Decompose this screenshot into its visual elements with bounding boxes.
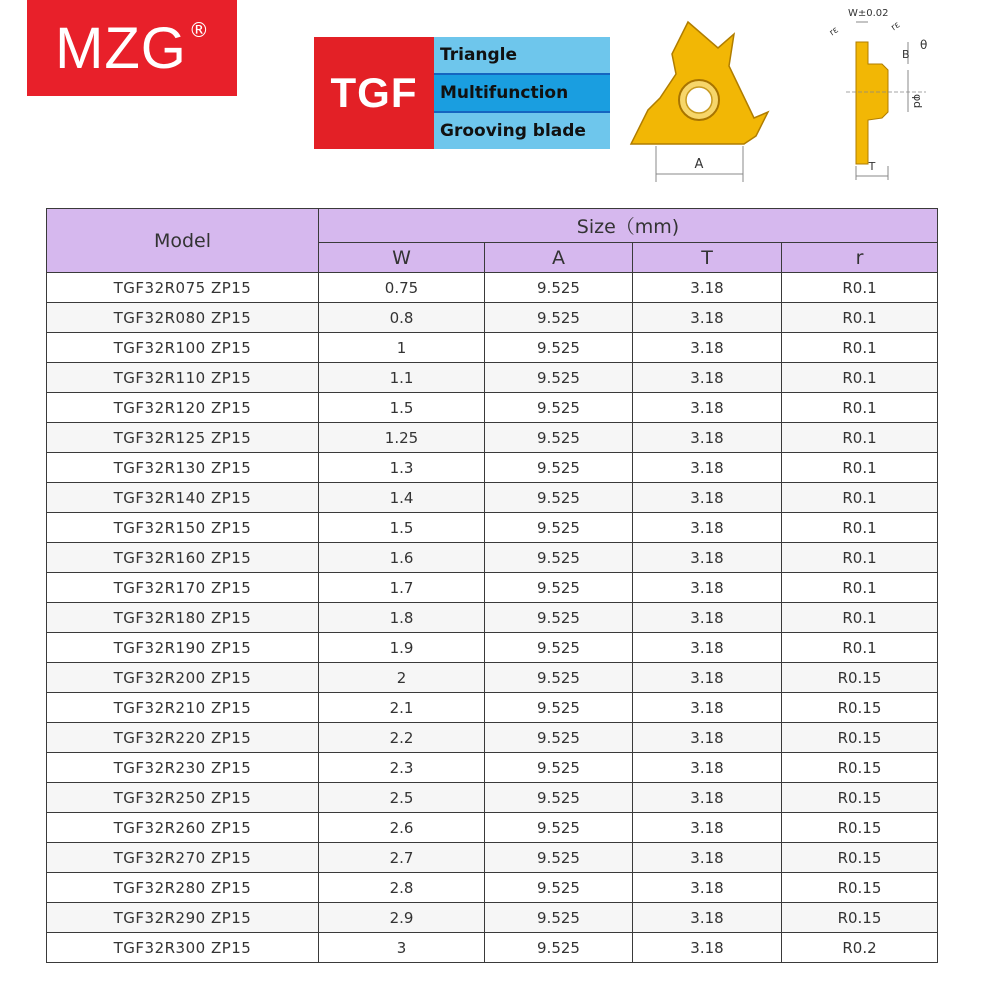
a-cell: 9.525 xyxy=(485,363,633,393)
t-cell: 3.18 xyxy=(633,513,782,543)
t-cell: 3.18 xyxy=(633,753,782,783)
model-cell: TGF32R180 ZP15 xyxy=(47,603,319,633)
a-cell: 9.525 xyxy=(485,273,633,303)
t-cell: 3.18 xyxy=(633,573,782,603)
model-cell: TGF32R230 ZP15 xyxy=(47,753,319,783)
r-cell: R0.1 xyxy=(782,303,938,333)
table-row xyxy=(47,603,938,633)
w-cell: 1.8 xyxy=(319,603,485,633)
a-cell: 9.525 xyxy=(485,753,633,783)
t-cell: 3.18 xyxy=(633,903,782,933)
r-cell: R0.1 xyxy=(782,333,938,363)
t-cell: 3.18 xyxy=(633,843,782,873)
model-cell: TGF32R130 ZP15 xyxy=(47,453,319,483)
model-cell: TGF32R300 ZP15 xyxy=(47,933,319,963)
w-cell: 1.5 xyxy=(319,393,485,423)
t-cell: 3.18 xyxy=(633,543,782,573)
t-cell: 3.18 xyxy=(633,813,782,843)
a-cell: 9.525 xyxy=(485,663,633,693)
r-cell: R0.15 xyxy=(782,663,938,693)
table-row xyxy=(47,303,938,333)
table-row xyxy=(47,453,938,483)
badge-code: TGF xyxy=(314,37,434,149)
spec-table xyxy=(46,208,938,963)
model-cell: TGF32R140 ZP15 xyxy=(47,483,319,513)
model-cell: TGF32R120 ZP15 xyxy=(47,393,319,423)
model-cell: TGF32R220 ZP15 xyxy=(47,723,319,753)
r-cell: R0.1 xyxy=(782,453,938,483)
model-cell: TGF32R260 ZP15 xyxy=(47,813,319,843)
t-cell: 3.18 xyxy=(633,303,782,333)
badge-line-2: Multifunction xyxy=(434,75,610,113)
a-cell: 9.525 xyxy=(485,903,633,933)
a-cell: 9.525 xyxy=(485,483,633,513)
w-cell: 2.3 xyxy=(319,753,485,783)
r-cell: R0.15 xyxy=(782,903,938,933)
t-cell: 3.18 xyxy=(633,483,782,513)
w-cell: 3 xyxy=(319,933,485,963)
w-cell: 0.75 xyxy=(319,273,485,303)
r-cell: R0.15 xyxy=(782,783,938,813)
t-cell: 3.18 xyxy=(633,333,782,363)
r-cell: R0.1 xyxy=(782,543,938,573)
a-header: A xyxy=(485,243,633,273)
w-cell: 2 xyxy=(319,663,485,693)
t-cell: 3.18 xyxy=(633,873,782,903)
model-cell: TGF32R080 ZP15 xyxy=(47,303,319,333)
r-cell: R0.15 xyxy=(782,843,938,873)
a-cell: 9.525 xyxy=(485,783,633,813)
r-cell: R0.15 xyxy=(782,813,938,843)
table-row xyxy=(47,783,938,813)
r-cell: R0.1 xyxy=(782,393,938,423)
a-cell: 9.525 xyxy=(485,393,633,423)
model-cell: TGF32R150 ZP15 xyxy=(47,513,319,543)
brand-logo xyxy=(27,0,237,96)
r-cell: R0.1 xyxy=(782,573,938,603)
model-cell: TGF32R190 ZP15 xyxy=(47,633,319,663)
model-cell: TGF32R250 ZP15 xyxy=(47,783,319,813)
w-cell: 2.2 xyxy=(319,723,485,753)
table-row xyxy=(47,363,938,393)
t-cell: 3.18 xyxy=(633,633,782,663)
table-row xyxy=(47,423,938,453)
model-cell: TGF32R100 ZP15 xyxy=(47,333,319,363)
t-cell: 3.18 xyxy=(633,423,782,453)
w-cell: 2.8 xyxy=(319,873,485,903)
product-type-badge xyxy=(314,37,610,149)
t-cell: 3.18 xyxy=(633,693,782,723)
r-cell: R0.1 xyxy=(782,483,938,513)
w-cell: 1.4 xyxy=(319,483,485,513)
dim-label-b: B xyxy=(902,48,910,61)
table-row xyxy=(47,873,938,903)
dim-label-w: W±0.02 xyxy=(848,8,889,19)
a-cell: 9.525 xyxy=(485,543,633,573)
model-cell: TGF32R280 ZP15 xyxy=(47,873,319,903)
w-header: W xyxy=(319,243,485,273)
model-cell: TGF32R290 ZP15 xyxy=(47,903,319,933)
a-cell: 9.525 xyxy=(485,303,633,333)
t-cell: 3.18 xyxy=(633,663,782,693)
w-cell: 2.9 xyxy=(319,903,485,933)
w-cell: 2.5 xyxy=(319,783,485,813)
table-row xyxy=(47,753,938,783)
dim-label-r-right: rε xyxy=(889,20,903,34)
w-cell: 2.1 xyxy=(319,693,485,723)
t-header: T xyxy=(633,243,782,273)
registered-mark: ® xyxy=(188,18,209,42)
w-cell: 1.25 xyxy=(319,423,485,453)
blade-profile xyxy=(856,42,888,164)
a-cell: 9.525 xyxy=(485,603,633,633)
model-header: Model xyxy=(47,209,319,273)
badge-line-3: Grooving blade xyxy=(434,113,610,149)
w-cell: 1 xyxy=(319,333,485,363)
w-cell: 0.8 xyxy=(319,303,485,333)
r-cell: R0.15 xyxy=(782,723,938,753)
r-cell: R0.1 xyxy=(782,513,938,543)
t-cell: 3.18 xyxy=(633,603,782,633)
w-cell: 2.7 xyxy=(319,843,485,873)
a-cell: 9.525 xyxy=(485,513,633,543)
insert-hole-inner xyxy=(686,87,712,113)
size-header: Size（mm) xyxy=(319,209,938,243)
model-cell: TGF32R200 ZP15 xyxy=(47,663,319,693)
a-cell: 9.525 xyxy=(485,813,633,843)
r-cell: R0.1 xyxy=(782,363,938,393)
w-cell: 1.3 xyxy=(319,453,485,483)
model-cell: TGF32R075 ZP15 xyxy=(47,273,319,303)
r-cell: R0.2 xyxy=(782,933,938,963)
table-row xyxy=(47,483,938,513)
r-cell: R0.1 xyxy=(782,273,938,303)
model-cell: TGF32R110 ZP15 xyxy=(47,363,319,393)
w-cell: 1.9 xyxy=(319,633,485,663)
a-cell: 9.525 xyxy=(485,843,633,873)
w-cell: 1.7 xyxy=(319,573,485,603)
table-row xyxy=(47,813,938,843)
a-cell: 9.525 xyxy=(485,423,633,453)
dim-label-r-left: rε xyxy=(827,25,841,39)
table-row xyxy=(47,843,938,873)
model-cell: TGF32R160 ZP15 xyxy=(47,543,319,573)
r-cell: R0.15 xyxy=(782,693,938,723)
dim-label-a: A xyxy=(694,157,704,172)
triangle-insert-diagram xyxy=(626,14,776,186)
a-cell: 9.525 xyxy=(485,693,633,723)
table-row xyxy=(47,393,938,423)
t-cell: 3.18 xyxy=(633,783,782,813)
w-cell: 2.6 xyxy=(319,813,485,843)
table-row xyxy=(47,333,938,363)
w-cell: 1.1 xyxy=(319,363,485,393)
t-cell: 3.18 xyxy=(633,363,782,393)
badge-line-1: Triangle xyxy=(434,37,610,75)
dim-label-theta: θ xyxy=(920,38,928,52)
a-cell: 9.525 xyxy=(485,723,633,753)
model-cell: TGF32R270 ZP15 xyxy=(47,843,319,873)
table-row xyxy=(47,663,938,693)
r-cell: R0.1 xyxy=(782,633,938,663)
model-cell: TGF32R170 ZP15 xyxy=(47,573,319,603)
table-row xyxy=(47,723,938,753)
model-cell: TGF32R210 ZP15 xyxy=(47,693,319,723)
r-cell: R0.1 xyxy=(782,423,938,453)
a-cell: 9.525 xyxy=(485,453,633,483)
table-row xyxy=(47,903,938,933)
table-row xyxy=(47,513,938,543)
table-row xyxy=(47,633,938,663)
table-header-row xyxy=(47,209,938,243)
badge-descriptions xyxy=(434,37,610,149)
table-row xyxy=(47,933,938,963)
table-row xyxy=(47,573,938,603)
r-cell: R0.1 xyxy=(782,603,938,633)
a-cell: 9.525 xyxy=(485,873,633,903)
t-cell: 3.18 xyxy=(633,393,782,423)
t-cell: 3.18 xyxy=(633,933,782,963)
table-row xyxy=(47,273,938,303)
r-cell: R0.15 xyxy=(782,753,938,783)
logo-text: MZG xyxy=(55,15,187,81)
t-cell: 3.18 xyxy=(633,723,782,753)
table-row xyxy=(47,543,938,573)
a-cell: 9.525 xyxy=(485,933,633,963)
a-cell: 9.525 xyxy=(485,573,633,603)
table-row xyxy=(47,693,938,723)
r-cell: R0.15 xyxy=(782,873,938,903)
dim-label-t: T xyxy=(868,160,876,173)
model-cell: TGF32R125 ZP15 xyxy=(47,423,319,453)
r-header: r xyxy=(782,243,938,273)
a-cell: 9.525 xyxy=(485,633,633,663)
w-cell: 1.5 xyxy=(319,513,485,543)
t-cell: 3.18 xyxy=(633,453,782,483)
t-cell: 3.18 xyxy=(633,273,782,303)
dim-label-d: φd xyxy=(911,94,924,109)
side-profile-diagram xyxy=(826,4,976,184)
a-cell: 9.525 xyxy=(485,333,633,363)
w-cell: 1.6 xyxy=(319,543,485,573)
